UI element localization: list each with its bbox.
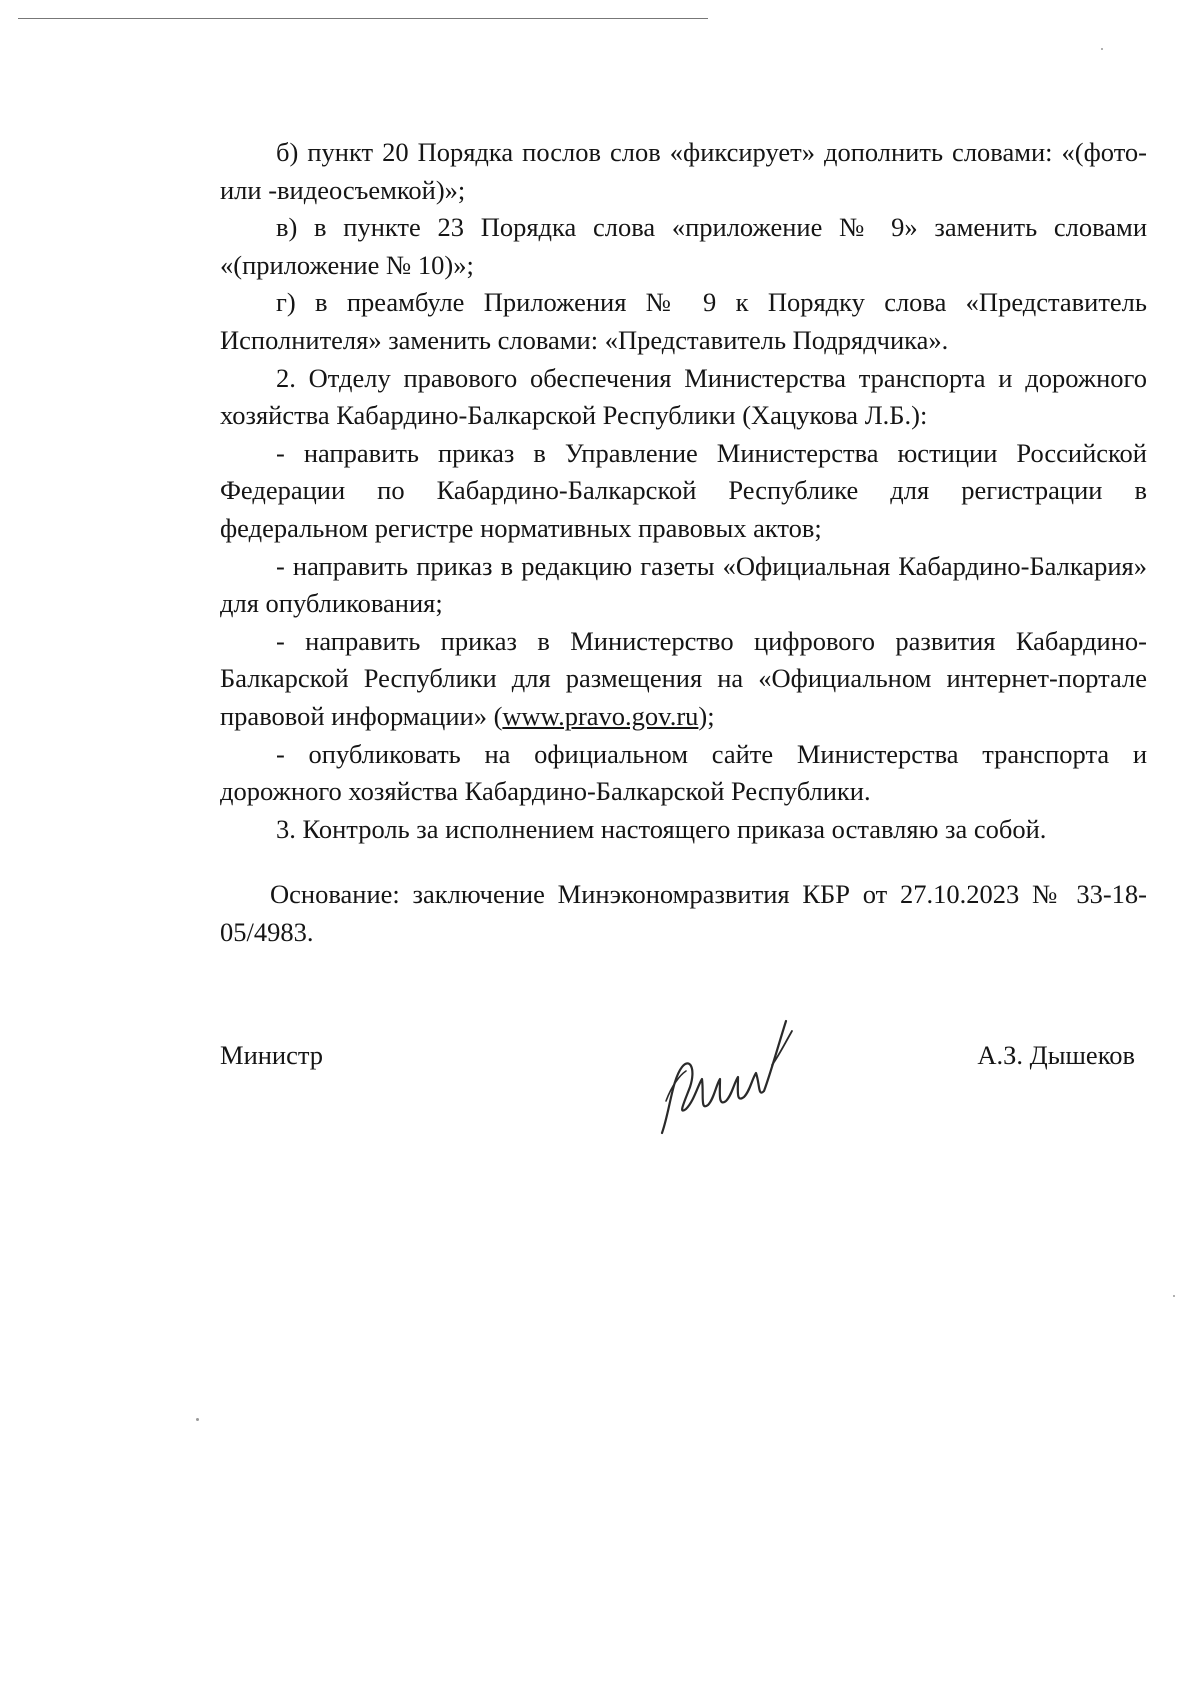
signer-name: А.З. Дышеков bbox=[977, 1040, 1135, 1070]
handwritten-signature bbox=[652, 1005, 802, 1140]
scan-edge-line bbox=[18, 18, 708, 19]
paragraph-item-2-1: - направить приказ в Управление Министерства юстиции Российской Федерации по Кабардино-Балкарской Республике для регистрации в федеральном регистре нормативных правовых актов; bbox=[220, 437, 1147, 543]
item-2-3-tail: ); bbox=[698, 700, 715, 731]
scan-speck bbox=[1173, 1295, 1175, 1297]
pravo-link[interactable]: www.pravo.gov.ru bbox=[502, 700, 699, 731]
scan-speck bbox=[196, 1418, 199, 1421]
paragraph-item-v: в) в пункте 23 Порядка слова «приложение № 9» заменить словами «(приложение № 10)»; bbox=[220, 212, 1147, 280]
document-body bbox=[220, 134, 1147, 951]
paragraph-item-2-3 bbox=[220, 623, 1147, 736]
basis-paragraph: Основание: заключение Минэкономразвития КБР от 27.10.2023 № 33-18-05/4983. bbox=[220, 879, 1147, 947]
paragraph-item-2-4: - опубликовать на официальном сайте Министерства транспорта и дорожного хозяйства Кабардино-Балкарской Республики. bbox=[220, 738, 1147, 807]
scan-speck bbox=[1101, 48, 1103, 50]
item-2-3-text: - направить приказ в Министерство цифрового развития Кабардино-Балкарской Республики для размещения на «Официальном интернет-портале правовой информации» ( bbox=[220, 625, 1147, 731]
paragraph-item-g: г) в преамбуле Приложения № 9 к Порядку слова «Представитель Исполнителя» заменить словами: «Представитель Подрядчика». bbox=[220, 287, 1147, 355]
paragraph-item-3: 3. Контроль за исполнением настоящего приказа оставляю за собой. bbox=[276, 813, 1047, 844]
paragraph-item-b: б) пункт 20 Порядка послов слов «фиксирует» дополнить словами: «(фото- или -видеосъемкой)»; bbox=[220, 137, 1147, 205]
paragraph-item-2-2: - направить приказ в редакцию газеты «Официальная Кабардино-Балкария» для опубликования; bbox=[220, 550, 1147, 619]
signer-position: Министр bbox=[220, 1040, 324, 1070]
paragraph-item-2: 2. Отделу правового обеспечения Министерства транспорта и дорожного хозяйства Кабардино-Балкарской Республики (Хацукова Л.Б.): bbox=[220, 362, 1147, 431]
